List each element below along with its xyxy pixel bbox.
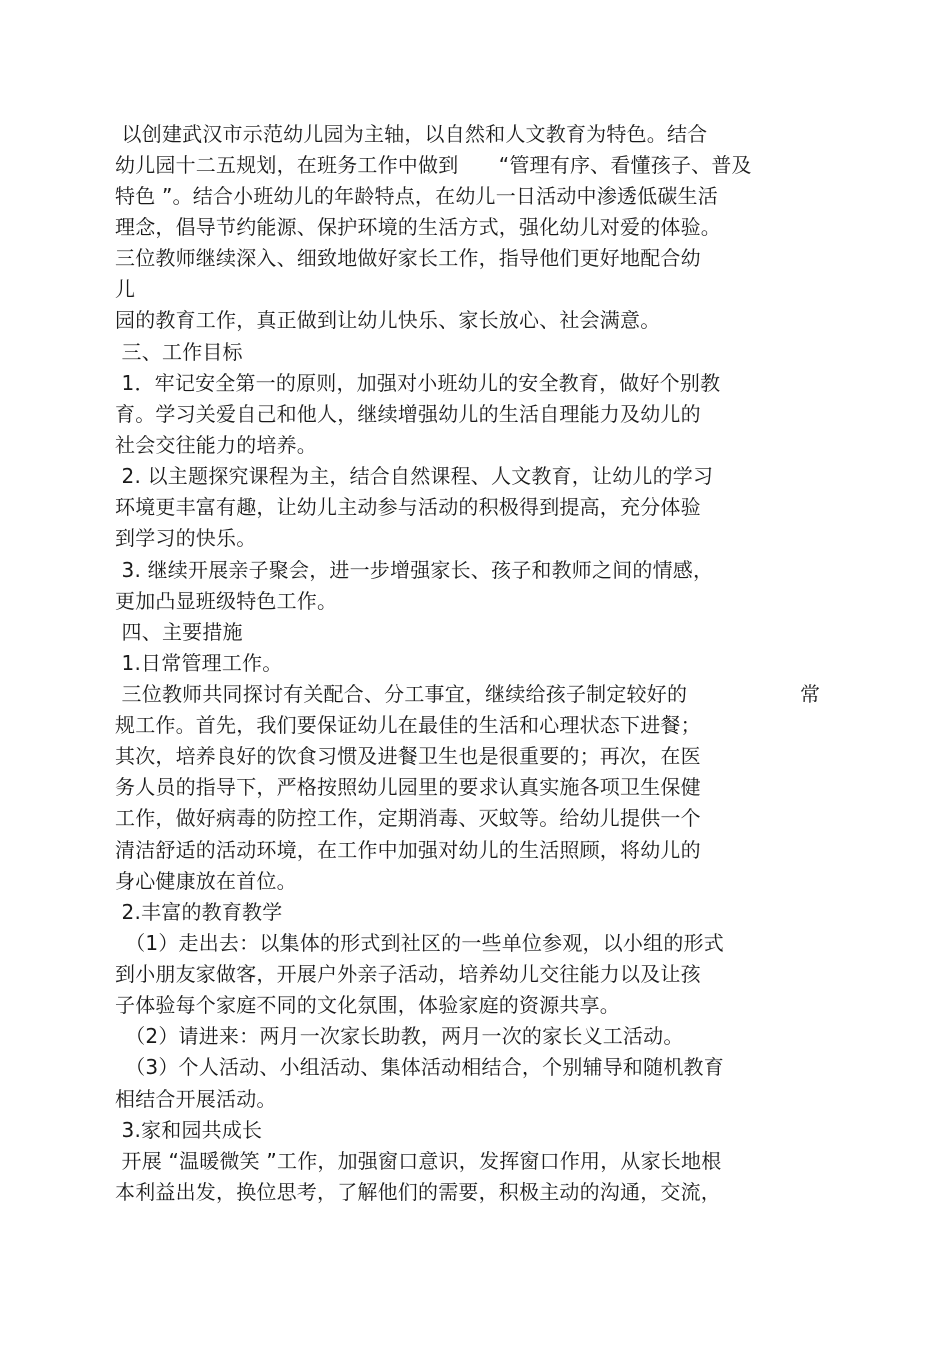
section-heading: 三、工作目标	[115, 340, 243, 364]
text-line: （2）请进来：两月一次家长助教，两月一次的家长义工活动。	[115, 1024, 684, 1048]
text-line: 务人员的指导下，严格按照幼儿园里的要求认真实施各项卫生保健	[115, 775, 701, 799]
text-line: 开展 “温暖微笑 ”工作，加强窗口意识，发挥窗口作用，从家长地根	[115, 1149, 722, 1173]
text-line: 其次，培养良好的饮食习惯及进餐卫生也是很重要的；再次，在医	[115, 744, 701, 768]
text-line: 三位教师共同探讨有关配合、分工事宜，继续给孩子制定较好的	[115, 682, 688, 706]
text-line: 园的教育工作，真正做到让幼儿快乐、家长放心、社会满意。	[115, 308, 661, 332]
subsection-heading: 1.日常管理工作。	[115, 651, 283, 675]
text-line: 3. 继续开展亲子聚会，进一步增强家长、孩子和教师之间的情感，	[115, 558, 714, 582]
section-heading: 四、主要措施	[115, 620, 243, 644]
text-line: 相结合开展活动。	[115, 1087, 277, 1111]
text-line: 环境更丰富有趣，让幼儿主动参与活动的积极得到提高，充分体验	[115, 495, 701, 519]
text-line: 社会交往能力的培养。	[115, 433, 317, 457]
text-line: 2. 以主题探究课程为主，结合自然课程、人文教育，让幼儿的学习	[115, 464, 714, 488]
text-line: 幼儿园十二五规划，在班务工作中做到 “管理有序、看懂孩子、普及	[115, 153, 752, 177]
text-line: 儿	[115, 277, 136, 301]
subsection-heading: 2.丰富的教育教学	[115, 900, 283, 924]
text-line: 到学习的快乐。	[115, 526, 257, 550]
text-line: 以创建武汉市示范幼儿园为主轴，以自然和人文教育为特色。结合	[115, 122, 708, 146]
text-line: 子体验每个家庭不同的文化氛围，体验家庭的资源共享。	[115, 993, 620, 1017]
text-fragment: 常	[800, 682, 820, 706]
text-line: 规工作。首先，我们要保证幼儿在最佳的生活和心理状态下进餐；	[115, 713, 701, 737]
text-line: 育。学习关爱自己和他人，继续增强幼儿的生活自理能力及幼儿的	[115, 402, 701, 426]
text-line: 本利益出发，换位思考，了解他们的需要，积极主动的沟通，交流，	[115, 1180, 721, 1204]
subsection-heading: 3.家和园共成长	[115, 1118, 263, 1142]
text-line: 工作，做好病毒的防控工作，定期消毒、灭蚊等。给幼儿提供一个	[115, 806, 701, 830]
text-line: 清洁舒适的活动环境，在工作中加强对幼儿的生活照顾，将幼儿的	[115, 838, 701, 862]
text-line: 到小朋友家做客，开展户外亲子活动，培养幼儿交往能力以及让孩	[115, 962, 701, 986]
text-line: 身心健康放在首位。	[115, 869, 297, 893]
text-line: 1．牢记安全第一的原则，加强对小班幼儿的安全教育，做好个别教	[115, 371, 721, 395]
text-line: 三位教师继续深入、细致地做好家长工作，指导他们更好地配合幼	[115, 246, 701, 270]
text-line: （1）走出去：以集体的形式到社区的一些单位参观，以小组的形式	[115, 931, 724, 955]
text-line: 特色 ”。结合小班幼儿的年龄特点，在幼儿一日活动中渗透低碳生活	[115, 184, 718, 208]
text-line: （3）个人活动、小组活动、集体活动相结合，个别辅导和随机教育	[115, 1055, 724, 1079]
text-line: 更加凸显班级特色工作。	[115, 589, 338, 613]
text-line: 理念，倡导节约能源、保护环境的生活方式，强化幼儿对爱的体验。	[115, 215, 721, 239]
